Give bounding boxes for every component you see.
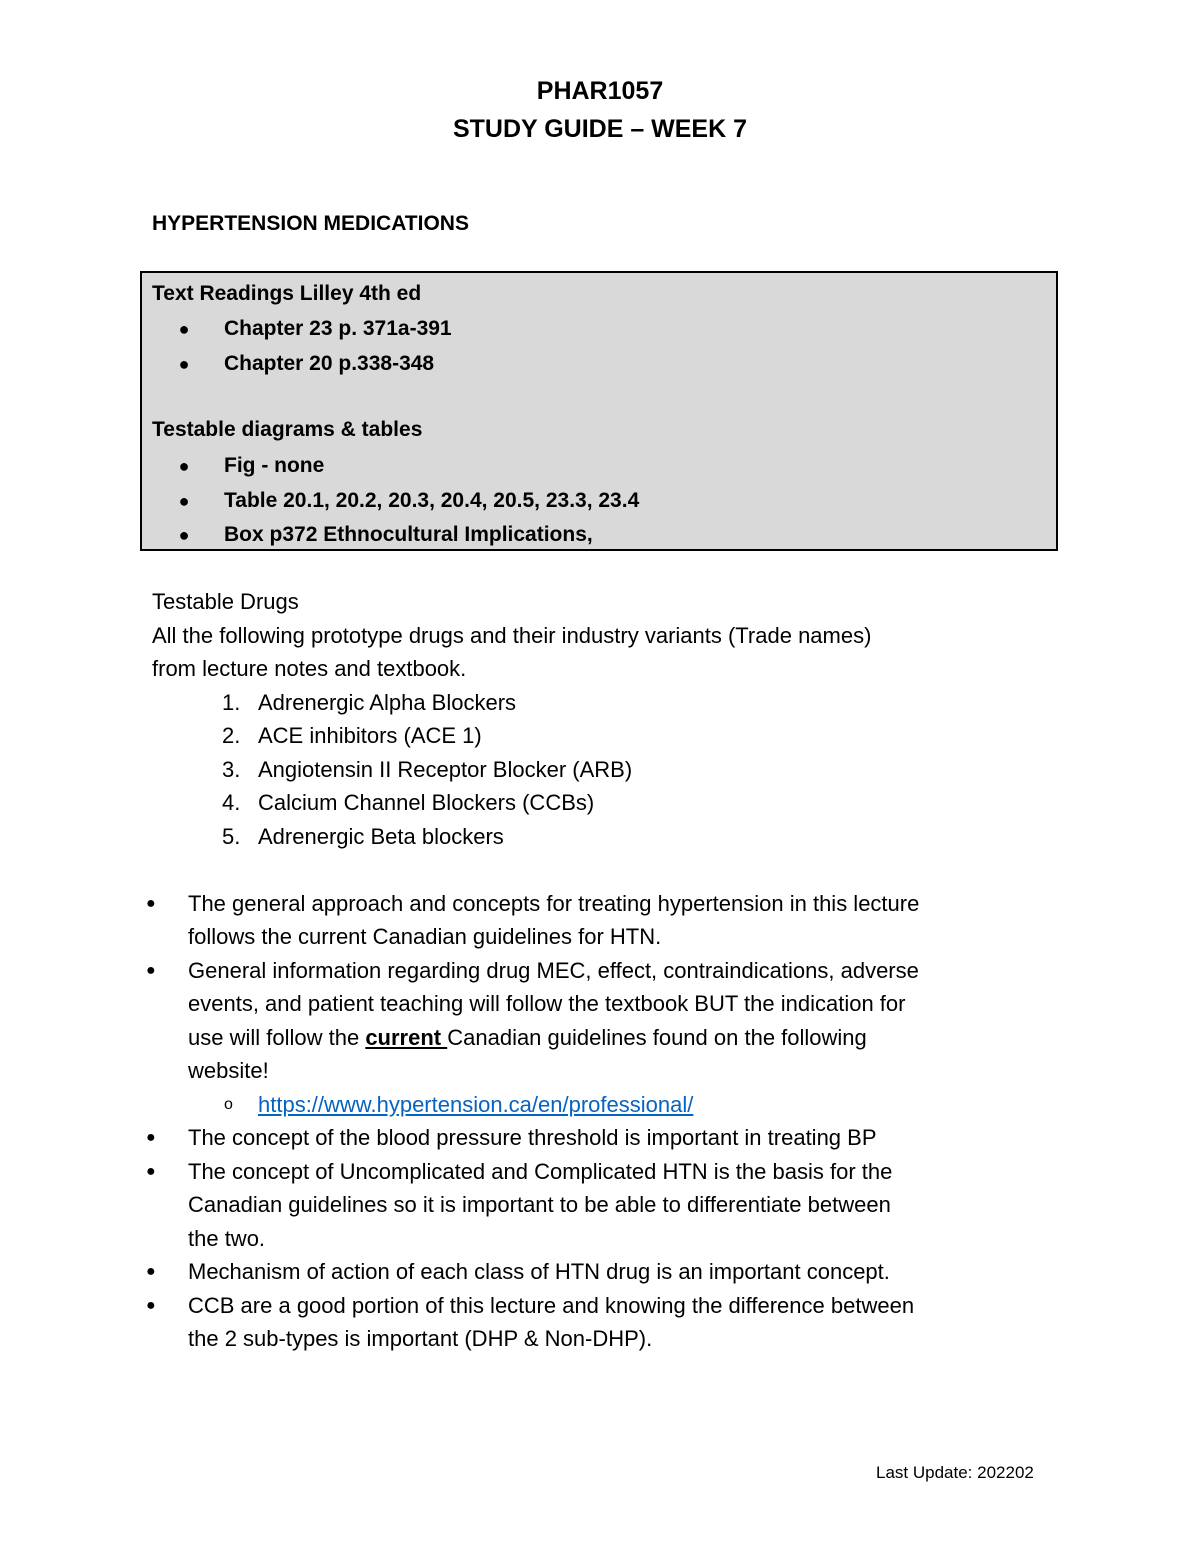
bullet-icon: ● — [178, 456, 190, 476]
reading-item: Chapter 20 p.338-348 — [224, 352, 435, 375]
diagram-item: Fig - none — [224, 454, 325, 477]
note-text: use will follow the — [188, 1025, 366, 1050]
bullet-icon: ● — [146, 1297, 156, 1314]
list-number: 5. — [222, 824, 241, 849]
page-title: STUDY GUIDE – WEEK 7 — [452, 115, 748, 143]
note-line: General information regarding drug MEC, effect, contraindications, adverse — [188, 958, 919, 983]
note-line: website! — [188, 1058, 269, 1083]
bullet-icon: ● — [146, 895, 156, 912]
note-line: Canadian guidelines so it is important to be able to differentiate between — [188, 1192, 891, 1217]
note-line: The concept of the blood pressure threshold is important in treating BP — [188, 1125, 877, 1150]
note-line: follows the current Canadian guidelines for HTN. — [188, 924, 662, 949]
drug-class-item: Adrenergic Beta blockers — [258, 824, 504, 849]
course-code: PHAR1057 — [536, 77, 664, 105]
last-update-footer: Last Update: 202202 — [876, 1463, 1034, 1482]
bullet-icon: ● — [146, 1129, 156, 1146]
bullet-icon: ● — [178, 354, 190, 374]
bullet-icon: ● — [146, 962, 156, 979]
bullet-icon: ● — [146, 1163, 156, 1180]
drug-class-item: Adrenergic Alpha Blockers — [258, 690, 517, 715]
drugs-intro-line: All the following prototype drugs and their industry variants (Trade names) — [152, 623, 872, 648]
bullet-icon: ● — [178, 491, 190, 511]
note-line: CCB are a good portion of this lecture and knowing the difference between — [188, 1293, 915, 1318]
section-heading: HYPERTENSION MEDICATIONS — [152, 212, 469, 235]
bullet-icon: ● — [178, 319, 190, 339]
drug-class-item: ACE inhibitors (ACE 1) — [258, 723, 482, 748]
list-number: 1. — [222, 690, 241, 715]
note-line: The general approach and concepts for treating hypertension in this lecture — [188, 891, 920, 916]
drug-class-item: Calcium Channel Blockers (CCBs) — [258, 790, 595, 815]
note-line: the 2 sub-types is important (DHP & Non-DHP). — [188, 1326, 653, 1351]
diagram-item: Table 20.1, 20.2, 20.3, 20.4, 20.5, 23.3, 23.4 — [224, 489, 640, 512]
drug-class-item: Angiotensin II Receptor Blocker (ARB) — [258, 757, 633, 782]
drugs-intro-line: from lecture notes and textbook. — [152, 656, 467, 681]
bullet-icon: ● — [178, 525, 190, 545]
note-line — [188, 1024, 867, 1051]
note-text: Canadian guidelines found on the following — [447, 1025, 867, 1050]
note-line: events, and patient teaching will follow the textbook BUT the indication for — [188, 991, 906, 1016]
hypertension-guidelines-link[interactable]: https://www.hypertension.ca/en/professional/ — [258, 1092, 694, 1117]
note-line: Mechanism of action of each class of HTN drug is an important concept. — [188, 1259, 890, 1284]
readings-box — [140, 271, 1058, 551]
reading-item: Chapter 23 p. 371a-391 — [224, 317, 452, 340]
diagrams-heading: Testable diagrams & tables — [152, 418, 423, 441]
testable-drugs-heading: Testable Drugs — [152, 589, 299, 614]
circle-bullet-icon: o — [224, 1096, 233, 1113]
note-line: The concept of Uncomplicated and Complicated HTN is the basis for the — [188, 1159, 893, 1184]
list-number: 4. — [222, 790, 241, 815]
bullet-icon: ● — [146, 1263, 156, 1280]
readings-heading: Text Readings Lilley 4th ed — [152, 282, 422, 305]
list-number: 2. — [222, 723, 241, 748]
list-number: 3. — [222, 757, 241, 782]
emphasis-current: current — [365, 1025, 448, 1050]
note-line: the two. — [188, 1226, 266, 1251]
diagram-item: Box p372 Ethnocultural Implications, — [224, 523, 593, 546]
